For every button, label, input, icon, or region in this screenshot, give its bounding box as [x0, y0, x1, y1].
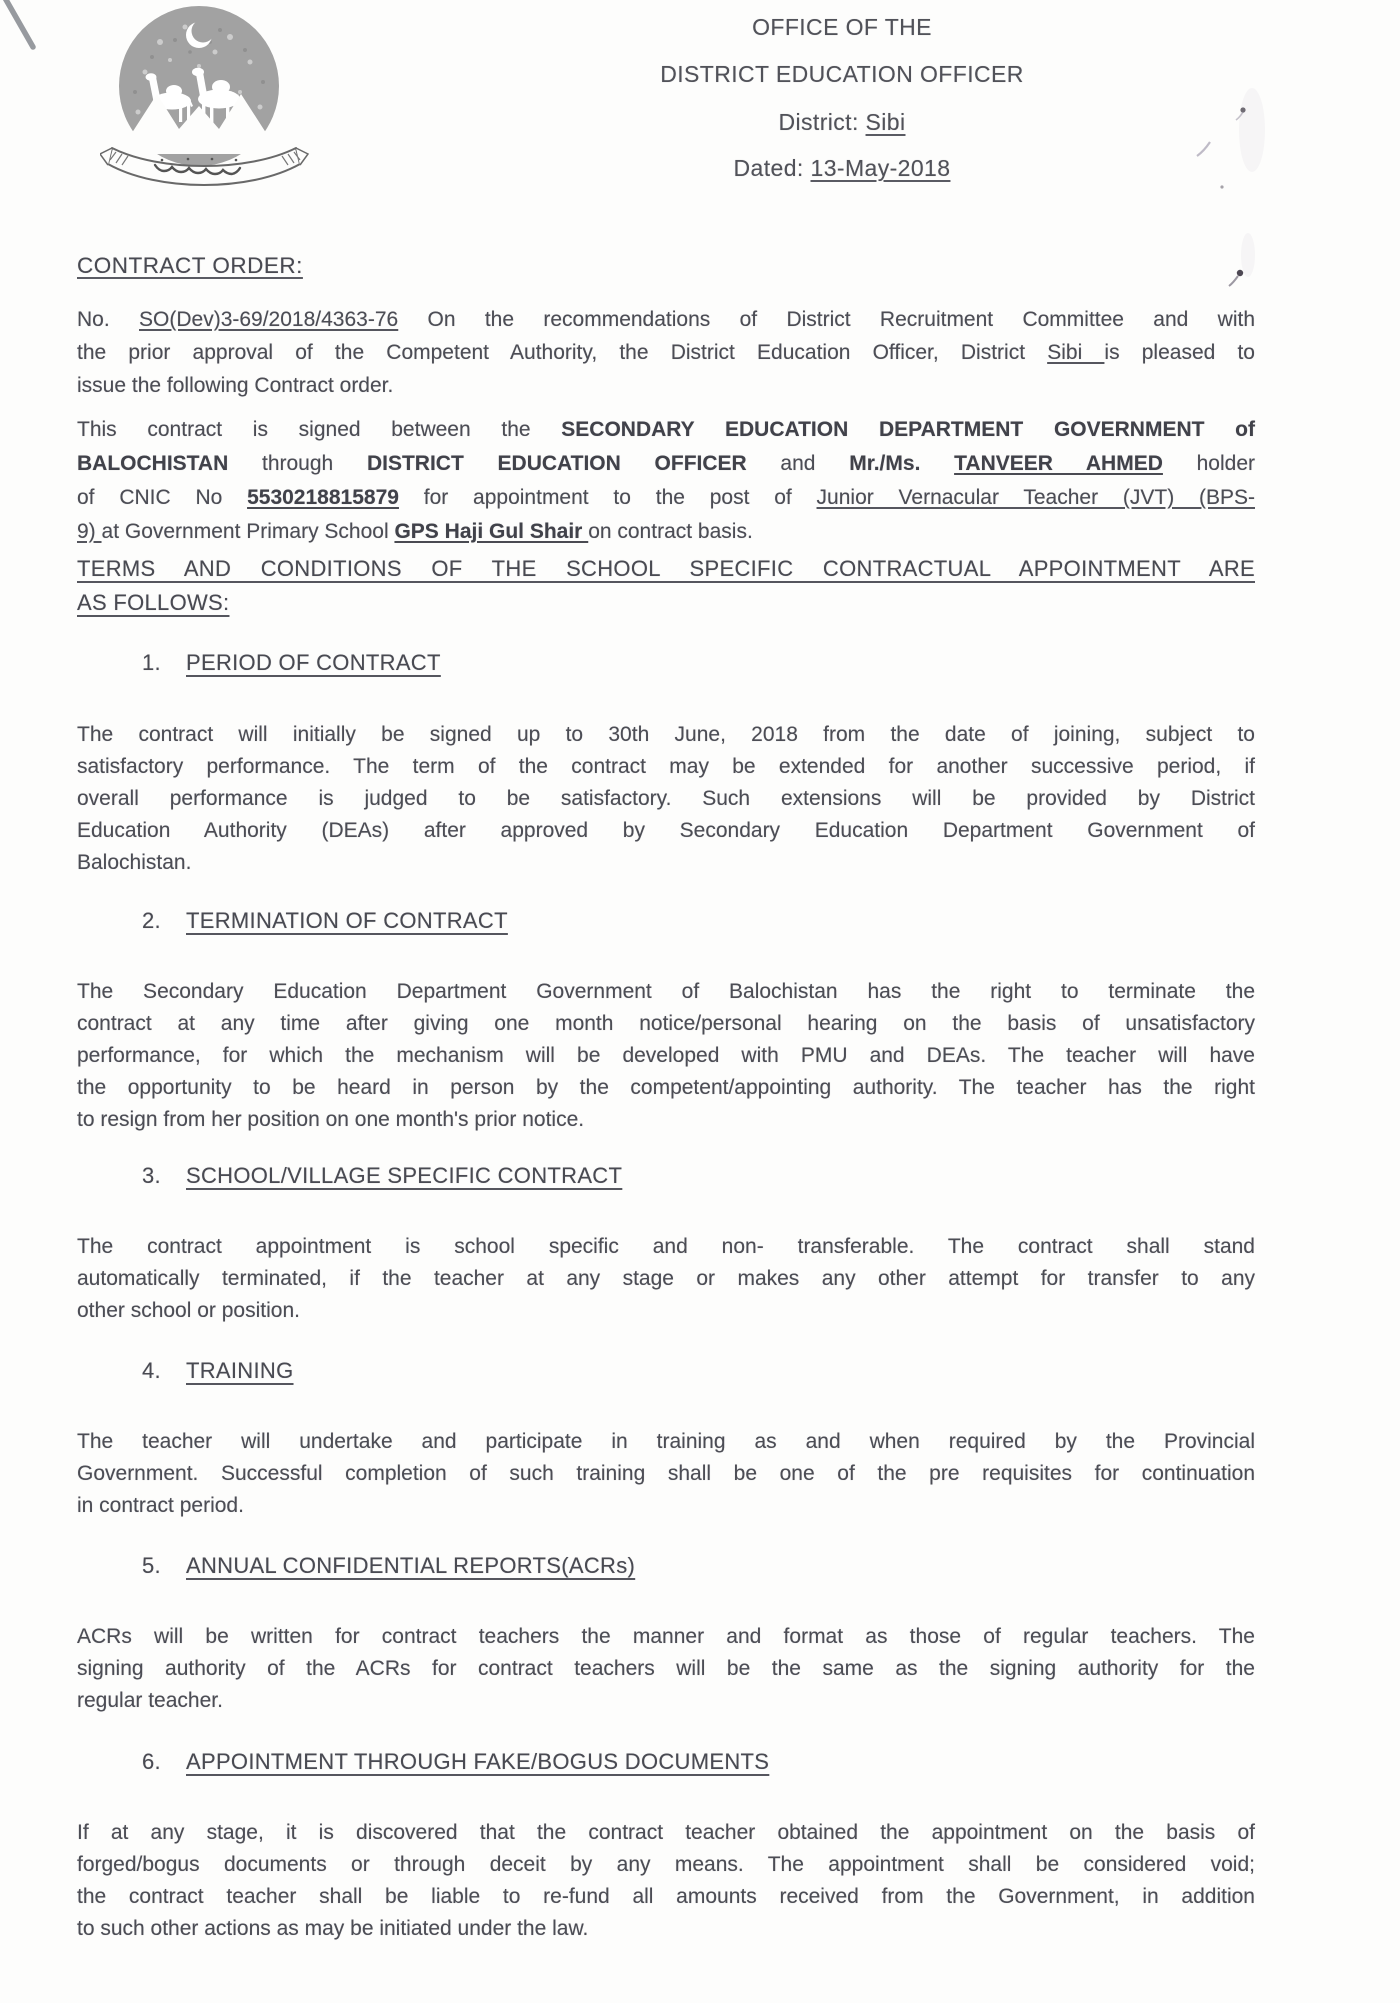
- dated-value: 13-May-2018: [810, 155, 951, 181]
- text-line: overall performance is judged to be satisfactory. Such extensions will be provided by District: [77, 787, 1255, 810]
- section-body-1: [77, 719, 1255, 879]
- text-line: If at any stage, it is discovered that the contract teacher obtained the appointment on the basis of: [77, 1821, 1255, 1844]
- text-segment: holder: [1162, 452, 1255, 475]
- text-line: [77, 515, 1255, 549]
- office-line-2: DISTRICT EDUCATION OFFICER: [660, 61, 1024, 87]
- section-number: 6.: [142, 1749, 161, 1774]
- text-line: regular teacher.: [77, 1689, 223, 1712]
- text-line: performance, for which the mechanism will be developed with PMU and DEAs. The teacher will have: [77, 1044, 1255, 1067]
- text-segment: GPS Haji Gul Shair: [394, 520, 589, 543]
- agreement-paragraph: [77, 413, 1255, 549]
- text-line: to such other actions as may be initiated under the law.: [77, 1917, 589, 1940]
- section-number: 5.: [142, 1553, 161, 1578]
- text-line: [77, 303, 1255, 336]
- text-line: [77, 481, 1255, 515]
- text-segment: TANVEER AHMED: [954, 452, 1163, 475]
- text-line: ACRs will be written for contract teachers the manner and format as those of regular teachers. The: [77, 1625, 1255, 1648]
- dated-label: Dated:: [733, 155, 811, 181]
- text-line: satisfactory performance. The term of the contract may be extended for another successive period, if: [77, 755, 1255, 778]
- text-segment: for appointment to the post of: [398, 486, 817, 509]
- section-heading-6: [142, 1749, 1252, 1775]
- district-label: District:: [778, 109, 866, 135]
- section-heading-5: [142, 1553, 1252, 1579]
- section-body-4: [77, 1426, 1255, 1522]
- text-segment: 9): [77, 520, 102, 543]
- section-number: 4.: [142, 1358, 161, 1383]
- text-segment: the prior approval of the Competent Authority, the District Education Officer, District: [77, 341, 1048, 364]
- text-line: Education Authority (DEAs) after approved by Secondary Education Department Government of: [77, 819, 1255, 842]
- intro-paragraph: [77, 303, 1255, 402]
- section-body-2: [77, 976, 1255, 1136]
- text-line: The Secondary Education Department Government of Balochistan has the right to terminate the: [77, 980, 1255, 1003]
- section-heading-3: [142, 1163, 1252, 1189]
- section-heading-1: [142, 650, 1252, 676]
- text-line: the opportunity to be heard in person by the competent/appointing authority. The teacher has the right: [77, 1076, 1255, 1099]
- district-value: Sibi: [865, 109, 906, 135]
- text-line: to resign from her position on one month's prior notice.: [77, 1108, 585, 1131]
- section-heading-2: [142, 908, 1252, 934]
- text-line: forged/bogus documents or through deceit by any means. The appointment shall be considered void;: [77, 1853, 1255, 1876]
- text-line: [77, 447, 1255, 481]
- office-line-1: OFFICE OF THE: [752, 14, 932, 40]
- text-segment: Junior Vernacular Teacher (JVT) (BPS-: [816, 486, 1255, 509]
- ink-smudges-icon: [1190, 40, 1280, 300]
- section-body-5: [77, 1621, 1255, 1717]
- text-segment: DISTRICT EDUCATION OFFICER: [366, 452, 747, 475]
- text-segment: of CNIC No: [77, 486, 248, 509]
- section-body-3: [77, 1231, 1255, 1327]
- section-title: SCHOOL/VILLAGE SPECIFIC CONTRACT: [186, 1163, 623, 1188]
- text-segment: at Government Primary School: [101, 520, 395, 543]
- section-title: TERMINATION OF CONTRACT: [186, 908, 508, 933]
- text-line: [77, 413, 1255, 447]
- text-segment: BALOCHISTAN: [77, 452, 229, 475]
- letterhead: [592, 12, 1092, 183]
- section-number: 3.: [142, 1163, 161, 1188]
- section-title: TRAINING: [186, 1358, 294, 1383]
- section-title: PERIOD OF CONTRACT: [186, 650, 441, 675]
- text-line: The teacher will undertake and participate in training as and when required by the Provincial: [77, 1430, 1255, 1453]
- text-segment: 5530218815879: [247, 486, 399, 509]
- text-segment: is pleased to: [1104, 341, 1255, 364]
- text-line: [77, 369, 1255, 402]
- text-segment: SECONDARY EDUCATION DEPARTMENT GOVERNMENT of: [561, 418, 1255, 441]
- text-line: TERMS AND CONDITIONS OF THE SCHOOL SPECIFIC CONTRACTUAL APPOINTMENT ARE: [77, 556, 1255, 581]
- text-segment: and: [746, 452, 850, 475]
- text-segment: No.: [77, 308, 140, 331]
- text-segment: issue the following Contract order.: [77, 374, 394, 397]
- text-segment: on contract basis.: [588, 520, 753, 543]
- text-line: [77, 336, 1255, 369]
- diagonal-pen-stroke-icon: [0, 0, 44, 56]
- text-segment: Sibi: [1047, 341, 1105, 364]
- text-line: Balochistan.: [77, 851, 192, 874]
- section-number: 1.: [142, 650, 161, 675]
- terms-and-conditions-heading: [77, 552, 1255, 620]
- district-line: [592, 107, 1092, 137]
- text-line: AS FOLLOWS:: [77, 590, 230, 615]
- text-segment: SO(Dev)3-69/2018/4363-76: [139, 308, 399, 331]
- text-line: signing authority of the ACRs for contract teachers will be the same as the signing authority for the: [77, 1657, 1255, 1680]
- text-line: contract at any time after giving one month notice/personal hearing on the basis of unsatisfactory: [77, 1012, 1255, 1035]
- balochistan-government-crest-icon: [100, 2, 310, 192]
- dated-line: [592, 153, 1092, 183]
- text-line: in contract period.: [77, 1494, 244, 1517]
- text-segment: On the recommendations of District Recruitment Committee and with: [398, 308, 1256, 331]
- text-line: the contract teacher shall be liable to re-fund all amounts received from the Government, in addition: [77, 1885, 1255, 1908]
- text-line: automatically terminated, if the teacher at any stage or makes any other attempt for transfer to any: [77, 1267, 1255, 1290]
- text-segment: This contract is signed between the: [77, 418, 562, 441]
- section-heading-4: [142, 1358, 1252, 1384]
- text-segment: through: [228, 452, 367, 475]
- section-title: ANNUAL CONFIDENTIAL REPORTS(ACRs): [186, 1553, 636, 1578]
- text-line: The contract appointment is school specific and non- transferable. The contract shall stand: [77, 1235, 1255, 1258]
- text-line: other school or position.: [77, 1299, 300, 1322]
- section-body-6: [77, 1817, 1255, 1945]
- contract-order-heading: CONTRACT ORDER:: [77, 253, 303, 278]
- section-title: APPOINTMENT THROUGH FAKE/BOGUS DOCUMENTS: [186, 1749, 770, 1774]
- section-number: 2.: [142, 908, 161, 933]
- text-segment: Mr./Ms.: [849, 452, 955, 475]
- text-line: The contract will initially be signed up to 30th June, 2018 from the date of joining, subject to: [77, 723, 1255, 746]
- text-line: Government. Successful completion of such training shall be one of the pre requisites for continuation: [77, 1462, 1255, 1485]
